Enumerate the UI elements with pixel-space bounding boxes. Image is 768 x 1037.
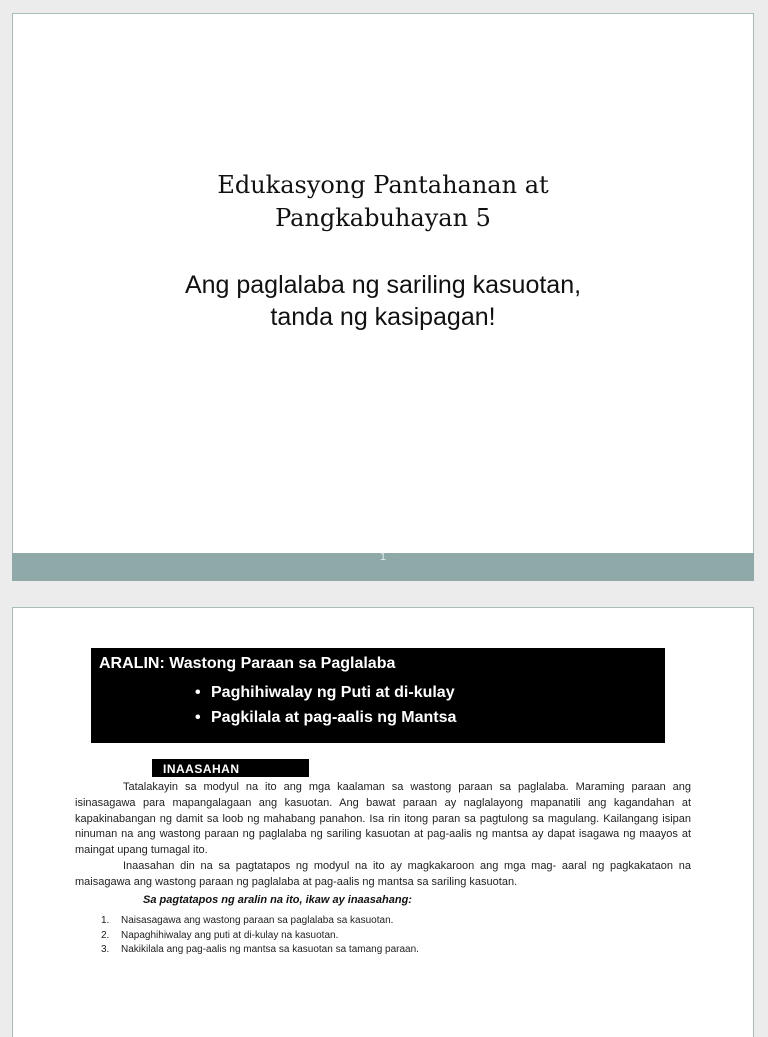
page-title (13, 169, 753, 235)
page-number: 1 (379, 551, 387, 563)
aralin-topic-text: Pagkilala at pag-aalis ng Mantsa (211, 709, 457, 726)
objective-item (101, 943, 419, 958)
aralin-topic (195, 680, 657, 705)
objective-item (101, 914, 419, 929)
subtitle-line-1: Ang paglalaba ng sariling kasuotan, (184, 271, 582, 299)
objective-text: Naisasagawa ang wastong paraan sa paglalaba sa kasuotan. (121, 915, 394, 926)
bullet-icon: • (195, 709, 201, 726)
objective-number: 2. (101, 929, 110, 941)
aralin-title: ARALIN: Wastong Paraan sa Paglalaba (99, 655, 396, 672)
page-2 (12, 607, 754, 1037)
paragraph-2: Inaasahan din na sa pagtatapos ng modyul na ito ay magkakaroon ang mga mag- aaral ng pagkakataon na maisagawa ang wastong paraan ng paglalaba at pag-aalis ng mantsa sa sariling kasuotan. (75, 859, 691, 888)
objective-text: Napaghihiwalay ang puti at di-kulay na kasuotan. (121, 929, 339, 941)
aralin-topic-text: Paghihiwalay ng Puti at di-kulay (211, 684, 455, 701)
objectives-list (101, 914, 419, 958)
aralin-box (91, 648, 665, 743)
subtitle-line-2: tanda ng kasipagan! (270, 303, 496, 331)
objectives-lead: Sa pagtatapos ng aralin na ito, ikaw ay inaasahang: (143, 894, 412, 906)
title-line-2: Pangkabuhayan 5 (275, 204, 491, 232)
aralin-topic (195, 705, 657, 730)
objective-number: 1. (101, 915, 110, 926)
objective-text: Nakikilala ang pag-aalis ng mantsa sa kasuotan sa tamang paraan. (121, 944, 419, 955)
page-subtitle (13, 269, 753, 333)
paragraph-1: Tatalakayin sa modyul na ito ang mga kaalaman sa wastong paraan sa paglalaba. Maraming paraan ang isinasagawa para mapangalagaan ang kasuotan. Ang bawat paraan ay naglalayong mapanatili ang kagandahan at kapakinabangan ng damit sa loob ng mahabang panahon. Isa rin itong paran sa pagtulong sa magulang. Kailangang isipan ninuman na ang wastong paraan ng paglalaba ng sariling kasuotan at pag-aalis ng mantsa ay dapat isagawa ng maayos at maingat upang tumagal ito. (75, 781, 691, 857)
page-footer-band (12, 553, 754, 581)
bullet-icon: • (195, 684, 201, 701)
body-text (75, 780, 691, 891)
objective-item (101, 929, 419, 944)
objective-number: 3. (101, 944, 110, 955)
title-line-1: Edukasyong Pantahanan at (217, 171, 549, 199)
page-1 (12, 13, 754, 581)
section-label: INAASAHAN (152, 759, 309, 777)
aralin-topic-list (99, 680, 657, 730)
